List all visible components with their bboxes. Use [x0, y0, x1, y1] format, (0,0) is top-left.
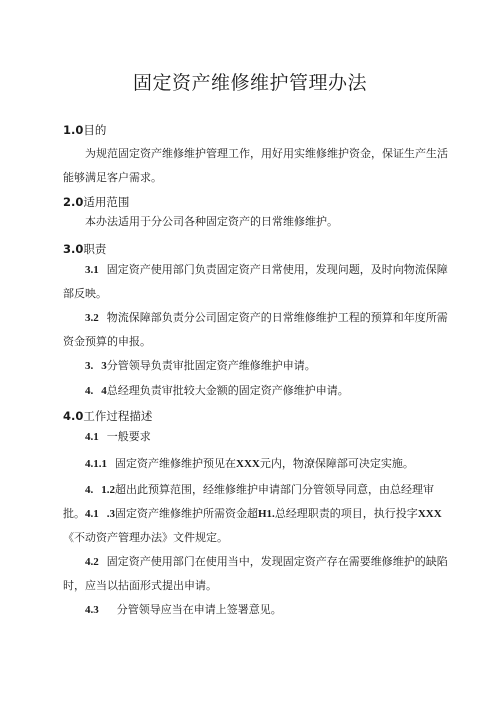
- item-text: 固定资产使用部门负责固定资产日常使用，发现问题，及时向物流保障部反映。: [63, 263, 448, 300]
- section-heading-workflow: [63, 408, 152, 424]
- item-number: 4.: [85, 385, 94, 397]
- item-number: 4.: [85, 484, 94, 496]
- item-number: 4.2: [85, 556, 99, 568]
- item-number: 3.2: [85, 312, 99, 324]
- section-title: 职责: [83, 242, 107, 256]
- section-heading-duties: [63, 241, 106, 257]
- item-number: 4.1: [85, 508, 99, 520]
- paragraph-4-1: [63, 425, 453, 449]
- section-number: 1.0: [63, 123, 84, 137]
- item-number-part: .3: [106, 508, 115, 520]
- item-number: 4.1.1: [85, 458, 107, 470]
- section-number: 2.0: [63, 195, 84, 209]
- paragraph-4-1-1: [63, 452, 453, 476]
- item-number: 4.1: [85, 431, 99, 443]
- section-number: 3.0: [63, 242, 84, 256]
- section-number: 4.0: [63, 409, 84, 423]
- item-number: 3.1: [85, 264, 99, 276]
- section-title: 工作过程描述: [83, 409, 153, 423]
- item-number-part: 4: [101, 385, 107, 397]
- document-title: 固定资产维修维护管理办法: [132, 72, 367, 94]
- item-text: 物流保障部负责分公司固定资产的日常维修维护工程的预算和年度所需资金预算的申报。: [63, 311, 448, 348]
- paragraph-purpose: 为规范固定资产维修维护管理工作，用好用实维修维护资金，保证生产生活能够满足客户需求。: [63, 147, 448, 184]
- paragraph-scope: 本办法适用于分公司各种固定资产的日常维修维护。: [85, 215, 338, 228]
- section-title: 适用范围: [83, 195, 130, 209]
- paragraph-4-2: [63, 550, 453, 598]
- paragraph-4-3: [63, 598, 453, 622]
- item-text: 总经理职责的项目，执行投字: [274, 507, 418, 520]
- paragraph-3-3: [63, 354, 453, 378]
- item-text: 固定资产使用部门在使用当中，发现固定资产存在需要维修维护的缺陷时，应当以拈面形式提出申请。: [63, 555, 448, 592]
- section-title: 目的: [83, 123, 107, 137]
- item-number-part: 3: [101, 360, 107, 372]
- item-text: 固定资产维修维护预见在: [115, 457, 236, 470]
- item-text: 一般要求: [106, 430, 151, 443]
- document-code-placeholder: XXX: [417, 508, 442, 520]
- item-text: 超出此预算范围，经维修维护申请部门分管领导同意，由总经理审批。: [63, 483, 434, 520]
- amount-placeholder: H1.: [258, 508, 275, 520]
- item-text: 《不动资产管理办法》文件规定。: [63, 531, 228, 544]
- item-number: 4.3: [85, 604, 99, 616]
- item-number-part: 1.2: [101, 484, 115, 496]
- item-text: 总经理负责审批较大金额的固定资产修维护申请。: [106, 384, 349, 397]
- paragraph-3-2: [63, 306, 453, 354]
- paragraph-3-4: [63, 379, 453, 403]
- item-text: 元内，物潦保障部可决定实施。: [259, 457, 414, 470]
- item-number: 3.: [85, 360, 94, 372]
- paragraph-4-1-3: [63, 502, 453, 550]
- item-text: 固定资产维修维护所需资金超: [115, 507, 258, 520]
- item-text: 分管领导应当在申请上签署意见。: [116, 603, 282, 616]
- section-heading-scope: [63, 194, 129, 210]
- item-text: 分管领导负责审批固定资产维修维护申请。: [106, 359, 316, 372]
- paragraph-3-1: [63, 258, 453, 306]
- amount-placeholder: XXX: [236, 458, 260, 470]
- section-heading-purpose: [63, 122, 106, 138]
